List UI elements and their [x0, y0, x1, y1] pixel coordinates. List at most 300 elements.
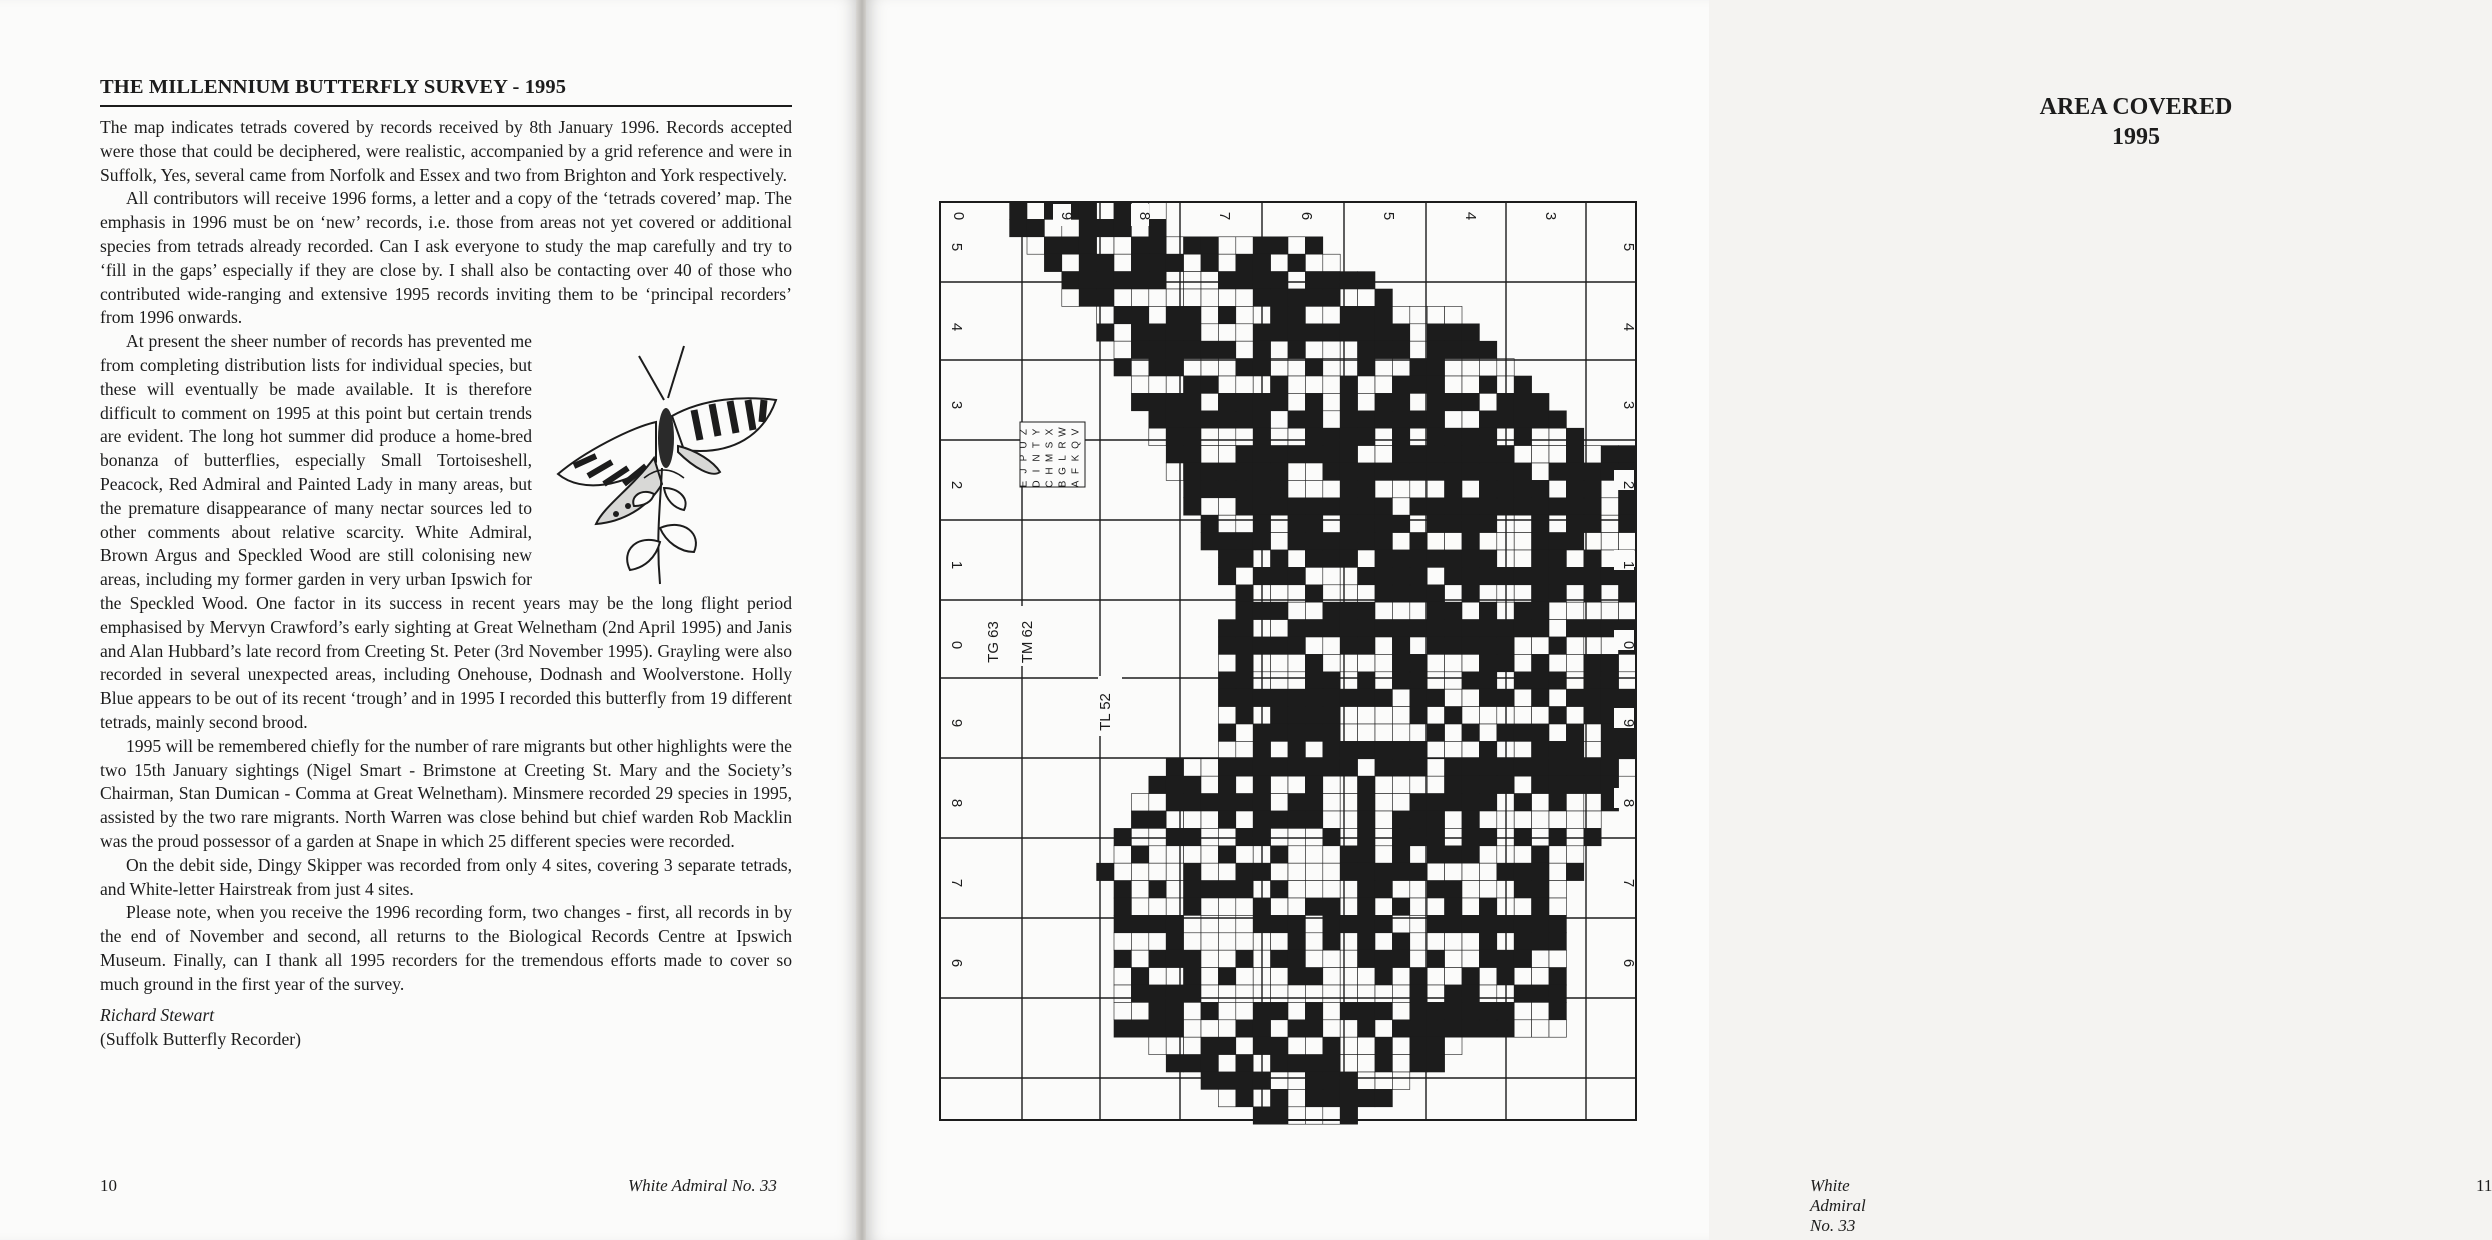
tetrad-recorded [1462, 724, 1479, 741]
tetrad-empty [1549, 689, 1566, 706]
top-axis-label: 6 [1298, 211, 1315, 221]
tetrad-recorded [1479, 759, 1496, 776]
tetrad-empty [1462, 654, 1479, 671]
tetrad-recorded [1340, 272, 1357, 289]
tetrad-empty [1375, 707, 1392, 724]
tetrad-empty [1114, 968, 1131, 985]
tetrad-recorded [1236, 1020, 1253, 1037]
tetrad-recorded [1479, 480, 1496, 497]
tetrad-empty [1184, 759, 1201, 776]
tetrad-empty [1549, 446, 1566, 463]
tetrad-recorded [1462, 846, 1479, 863]
tetrad-recorded [1392, 811, 1409, 828]
tetrad-recorded [1236, 1055, 1253, 1072]
tetrad-empty [1218, 863, 1235, 880]
tetrad-empty [1218, 741, 1235, 758]
tetrad-empty [1184, 272, 1201, 289]
tetrad-recorded [1462, 637, 1479, 654]
article-body [100, 116, 792, 1052]
top-axis-label: 3 [1542, 211, 1559, 221]
tetrad-key-letter: B [1057, 480, 1069, 488]
tetrad-recorded [1392, 863, 1409, 880]
tetrad-recorded [1340, 393, 1357, 410]
tetrad-recorded [1271, 550, 1288, 567]
grid-reference-label: TG 63 [985, 621, 1002, 663]
tetrad-recorded [1462, 968, 1479, 985]
tetrad-empty [1271, 968, 1288, 985]
tetrad-key-letter: U [1018, 441, 1030, 449]
tetrad-empty [1566, 672, 1583, 689]
tetrad-recorded [1532, 846, 1549, 863]
tetrad-recorded [1218, 759, 1235, 776]
tetrad-empty [1149, 968, 1166, 985]
tetrad-empty [1514, 1002, 1531, 1019]
tetrad-empty [1201, 324, 1218, 341]
tetrad-recorded [1479, 689, 1496, 706]
tetrad-recorded [1427, 376, 1444, 393]
tetrad-recorded [1340, 759, 1357, 776]
tetrad-empty [1514, 533, 1531, 550]
tetrad-recorded [1392, 550, 1409, 567]
tetrad-empty [1218, 237, 1235, 254]
tetrad-empty [1114, 324, 1131, 341]
tetrad-recorded [1201, 237, 1218, 254]
tetrad-empty [1201, 968, 1218, 985]
tetrad-recorded [1288, 567, 1305, 584]
tetrad-recorded [1410, 707, 1427, 724]
tetrad-empty [1271, 1020, 1288, 1037]
tetrad-recorded [1340, 550, 1357, 567]
tetrad-recorded [1479, 411, 1496, 428]
tetrad-recorded [1479, 602, 1496, 619]
tetrad-recorded [1288, 446, 1305, 463]
tetrad-recorded [1166, 411, 1183, 428]
tetrad-empty [1375, 898, 1392, 915]
tetrad-recorded [1549, 794, 1566, 811]
tetrad-empty [1375, 985, 1392, 1002]
tetrad-empty [1445, 533, 1462, 550]
tetrad-recorded [1532, 515, 1549, 532]
tetrad-empty [1097, 237, 1114, 254]
tetrad-recorded [1131, 1020, 1148, 1037]
tetrad-empty [1236, 428, 1253, 445]
tetrad-empty [1323, 863, 1340, 880]
tetrad-recorded [1532, 776, 1549, 793]
tetrad-recorded [1445, 881, 1462, 898]
tetrad-recorded [1149, 881, 1166, 898]
right-axis-label: 9 [1620, 718, 1637, 728]
tetrad-empty [1375, 637, 1392, 654]
tetrad-recorded [1236, 498, 1253, 515]
tetrad-empty [1184, 289, 1201, 306]
tetrad-recorded [1427, 620, 1444, 637]
tetrad-empty [1392, 602, 1409, 619]
tetrad-recorded [1601, 759, 1618, 776]
tetrad-empty [1375, 794, 1392, 811]
tetrad-recorded [1532, 863, 1549, 880]
tetrad-recorded [1375, 515, 1392, 532]
tetrad-recorded [1323, 1037, 1340, 1054]
tetrad-recorded [1236, 794, 1253, 811]
tetrad-empty [1392, 794, 1409, 811]
tetrad-recorded [1305, 811, 1322, 828]
tetrad-recorded [1218, 463, 1235, 480]
tetrad-recorded [1601, 654, 1618, 671]
tetrad-recorded [1410, 741, 1427, 758]
tetrad-recorded [1323, 1072, 1340, 1089]
tetrad-empty [1514, 846, 1531, 863]
tetrad-empty [1427, 863, 1444, 880]
tetrad-recorded [1427, 811, 1444, 828]
tetrad-empty [1062, 289, 1079, 306]
tetrad-recorded [1201, 254, 1218, 271]
tetrad-empty [1566, 654, 1583, 671]
tetrad-recorded [1271, 846, 1288, 863]
tetrad-recorded [1445, 637, 1462, 654]
tetrad-recorded [1427, 846, 1444, 863]
tetrad-recorded [1462, 776, 1479, 793]
tetrad-recorded [1532, 567, 1549, 584]
tetrad-recorded [1445, 759, 1462, 776]
tetrad-recorded [1305, 707, 1322, 724]
tetrad-recorded [1427, 1020, 1444, 1037]
tetrad-recorded [1514, 794, 1531, 811]
footer-left: White Admiral No. 33 [628, 1176, 777, 1195]
tetrad-recorded [1323, 828, 1340, 845]
tetrad-recorded [1236, 254, 1253, 271]
tetrad-empty [1340, 567, 1357, 584]
tetrad-recorded [1479, 1002, 1496, 1019]
left-axis-label: 7 [948, 878, 965, 888]
tetrad-recorded [1358, 272, 1375, 289]
tetrad-recorded [1079, 289, 1096, 306]
tetrad-recorded [1288, 411, 1305, 428]
tetrad-recorded [1514, 498, 1531, 515]
tetrad-recorded [1358, 828, 1375, 845]
tetrad-recorded [1410, 411, 1427, 428]
tetrad-empty [1288, 550, 1305, 567]
tetrad-recorded [1271, 393, 1288, 410]
tetrad-empty [1532, 1020, 1549, 1037]
tetrad-recorded [1427, 828, 1444, 845]
tetrad-recorded [1149, 272, 1166, 289]
tetrad-recorded [1218, 637, 1235, 654]
tetrad-recorded [1288, 1020, 1305, 1037]
tetrad-recorded [1340, 863, 1357, 880]
tetrad-recorded [1427, 428, 1444, 445]
tetrad-empty [1358, 724, 1375, 741]
tetrad-empty [1166, 376, 1183, 393]
tetrad-empty [1410, 324, 1427, 341]
tetrad-recorded [1271, 567, 1288, 584]
tetrad-key-letter: S [1044, 441, 1056, 449]
left-axis-label: 5 [948, 242, 965, 252]
tetrad-empty [1375, 428, 1392, 445]
tetrad-recorded [1392, 428, 1409, 445]
tetrad-empty [1462, 950, 1479, 967]
tetrad-empty [1462, 863, 1479, 880]
tetrad-recorded [1062, 272, 1079, 289]
tetrad-recorded [1427, 1055, 1444, 1072]
tetrad-recorded [1236, 759, 1253, 776]
tetrad-empty [1271, 254, 1288, 271]
tetrad-recorded [1566, 863, 1583, 880]
tetrad-empty [1601, 498, 1618, 515]
tetrad-recorded [1044, 254, 1061, 271]
tetrad-empty [1445, 933, 1462, 950]
tetrad-empty [1218, 985, 1235, 1002]
tetrad-recorded [1218, 411, 1235, 428]
tetrad-recorded [1392, 515, 1409, 532]
tetrad-recorded [1462, 1002, 1479, 1019]
tetrad-recorded [1410, 620, 1427, 637]
tetrad-recorded [1166, 393, 1183, 410]
tetrad-empty [1358, 1072, 1375, 1089]
tetrad-recorded [1271, 463, 1288, 480]
tetrad-recorded [1375, 1002, 1392, 1019]
tetrad-recorded [1479, 620, 1496, 637]
tetrad-empty [1445, 376, 1462, 393]
tetrad-recorded [1305, 620, 1322, 637]
tetrad-recorded [1184, 237, 1201, 254]
tetrad-recorded [1445, 567, 1462, 584]
tetrad-empty [1201, 828, 1218, 845]
tetrad-recorded [1462, 324, 1479, 341]
tetrad-empty [1114, 341, 1131, 358]
tetrad-recorded [1566, 759, 1583, 776]
tetrad-recorded [1236, 359, 1253, 376]
tetrad-empty [1479, 393, 1496, 410]
tetrad-recorded [1427, 950, 1444, 967]
tetrad-empty [1323, 515, 1340, 532]
tetrad-recorded [1445, 846, 1462, 863]
tetrad-recorded [1149, 1020, 1166, 1037]
tetrad-recorded [1340, 463, 1357, 480]
tetrad-recorded [1114, 306, 1131, 323]
tetrad-empty [1218, 515, 1235, 532]
tetrad-recorded [1236, 533, 1253, 550]
tetrad-empty [1445, 968, 1462, 985]
tetrad-empty [1532, 828, 1549, 845]
tetrad-recorded [1097, 289, 1114, 306]
tetrad-recorded [1410, 863, 1427, 880]
tetrad-recorded [1358, 620, 1375, 637]
tetrad-recorded [1514, 863, 1531, 880]
tetrad-recorded [1619, 515, 1636, 532]
tetrad-recorded [1427, 689, 1444, 706]
tetrad-empty [1532, 428, 1549, 445]
tetrad-recorded [1218, 620, 1235, 637]
tetrad-empty [1445, 1037, 1462, 1054]
tetrad-empty [1392, 480, 1409, 497]
tetrad-recorded [1479, 950, 1496, 967]
tetrad-empty [1097, 202, 1114, 219]
tetrad-recorded [1462, 341, 1479, 358]
tetrad-empty [1514, 1020, 1531, 1037]
tetrad-recorded [1392, 654, 1409, 671]
tetrad-recorded [1166, 759, 1183, 776]
tetrad-empty [1166, 463, 1183, 480]
tetrad-recorded [1305, 533, 1322, 550]
tetrad-empty [1149, 289, 1166, 306]
tetrad-empty [1340, 1037, 1357, 1054]
tetrad-recorded [1097, 272, 1114, 289]
tetrad-recorded [1166, 1002, 1183, 1019]
tetrad-recorded [1184, 446, 1201, 463]
tetrad-empty [1271, 794, 1288, 811]
tetrad-empty [1340, 794, 1357, 811]
tetrad-recorded [1462, 759, 1479, 776]
tetrad-empty [1271, 620, 1288, 637]
tetrad-empty [1236, 724, 1253, 741]
tetrad-empty [1619, 602, 1636, 619]
tetrad-recorded [1079, 254, 1096, 271]
tetrad-recorded [1601, 689, 1618, 706]
tetrad-empty [1479, 863, 1496, 880]
tetrad-recorded [1149, 341, 1166, 358]
tetrad-recorded [1131, 324, 1148, 341]
tetrad-recorded [1271, 950, 1288, 967]
tetrad-empty [1184, 811, 1201, 828]
tetrad-recorded [1410, 759, 1427, 776]
tetrad-empty [1410, 602, 1427, 619]
tetrad-recorded [1358, 950, 1375, 967]
tetrad-recorded [1323, 933, 1340, 950]
tetrad-empty [1375, 811, 1392, 828]
tetrad-empty [1532, 1002, 1549, 1019]
tetrad-empty [1149, 846, 1166, 863]
tetrad-empty [1236, 376, 1253, 393]
right-axis-label: 6 [1620, 958, 1637, 968]
tetrad-recorded [1375, 968, 1392, 985]
grid-reference-label: TM 62 [1019, 620, 1036, 664]
tetrad-key-letter: T [1031, 441, 1043, 449]
tetrad-recorded [1288, 689, 1305, 706]
tetrad-empty [1201, 759, 1218, 776]
tetrad-recorded [1549, 707, 1566, 724]
tetrad-empty [1427, 672, 1444, 689]
tetrad-empty [1410, 306, 1427, 323]
tetrad-recorded [1131, 968, 1148, 985]
tetrad-empty [1375, 1020, 1392, 1037]
footer-right: White Admiral No. 33 [1810, 1176, 1866, 1235]
tetrad-recorded [1305, 898, 1322, 915]
tetrad-empty [1218, 898, 1235, 915]
tetrad-empty [1288, 776, 1305, 793]
tetrad-recorded [1427, 463, 1444, 480]
tetrad-empty [1427, 968, 1444, 985]
tetrad-empty [1323, 846, 1340, 863]
tetrad-key-letter: Y [1031, 428, 1043, 436]
tetrad-recorded [1549, 759, 1566, 776]
tetrad-recorded [1532, 741, 1549, 758]
tetrad-key-letter: M [1044, 453, 1056, 463]
tetrad-recorded [1340, 637, 1357, 654]
right-axis-label: 3 [1620, 400, 1637, 410]
tetrad-empty [1532, 794, 1549, 811]
tetrad-key-letter: W [1057, 427, 1069, 437]
tetrad-recorded [1479, 376, 1496, 393]
tetrad-recorded [1392, 376, 1409, 393]
tetrad-recorded [1392, 950, 1409, 967]
tetrad-recorded [1427, 411, 1444, 428]
tetrad-empty [1549, 1020, 1566, 1037]
tetrad-recorded [1323, 289, 1340, 306]
tetrad-recorded [1532, 898, 1549, 915]
tetrad-recorded [1288, 968, 1305, 985]
right-axis-label: 2 [1620, 480, 1637, 490]
tetrad-empty [1305, 480, 1322, 497]
tetrad-empty [1619, 533, 1636, 550]
tetrad-recorded [1044, 237, 1061, 254]
tetrad-recorded [1445, 341, 1462, 358]
tetrad-empty [1236, 933, 1253, 950]
tetrad-key-letter: C [1044, 480, 1056, 488]
tetrad-recorded [1445, 985, 1462, 1002]
tetrad-recorded [1479, 428, 1496, 445]
tetrad-empty [1323, 480, 1340, 497]
tetrad-empty [1271, 341, 1288, 358]
tetrad-empty [1288, 985, 1305, 1002]
tetrad-empty [1288, 828, 1305, 845]
tetrad-recorded [1549, 567, 1566, 584]
tetrad-key-letter: V [1070, 428, 1082, 436]
tetrad-empty [1149, 933, 1166, 950]
tetrad-recorded [1271, 480, 1288, 497]
tetrad-recorded [1566, 463, 1583, 480]
tetrad-recorded [1340, 324, 1357, 341]
tetrad-empty [1236, 811, 1253, 828]
tetrad-empty [1166, 1037, 1183, 1054]
tetrad-empty [1114, 846, 1131, 863]
tetrad-recorded [1305, 428, 1322, 445]
tetrad-recorded [1218, 533, 1235, 550]
tetrad-recorded [1392, 828, 1409, 845]
tetrad-empty [1410, 637, 1427, 654]
tetrad-recorded [1288, 498, 1305, 515]
tetrad-empty [1305, 846, 1322, 863]
tetrad-empty [1218, 254, 1235, 271]
tetrad-recorded [1166, 254, 1183, 271]
tetrad-recorded [1305, 968, 1322, 985]
tetrad-recorded [1271, 237, 1288, 254]
tetrad-recorded [1010, 219, 1027, 236]
right-axis-label: 5 [1620, 242, 1637, 252]
tetrad-recorded [1323, 898, 1340, 915]
tetrad-empty [1236, 341, 1253, 358]
tetrad-recorded [1305, 498, 1322, 515]
tetrad-recorded [1514, 828, 1531, 845]
tetrad-recorded [1410, 550, 1427, 567]
tetrad-empty [1566, 846, 1583, 863]
tetrad-recorded [1149, 950, 1166, 967]
paragraph-1: The map indicates tetrads covered by records received by 8th January 1996. Records accepted were those that could be deciphered, were realistic, accompanied by a grid reference and were in Suffolk, Yes, several came from Norfolk and Essex and two from Brighton and York respectively. [100, 117, 792, 185]
tetrad-recorded [1323, 689, 1340, 706]
tetrad-recorded [1532, 654, 1549, 671]
tetrad-recorded [1427, 881, 1444, 898]
tetrad-cells [1010, 202, 1636, 1124]
tetrad-empty [1131, 863, 1148, 880]
tetrad-recorded [1323, 620, 1340, 637]
tetrad-empty [1271, 428, 1288, 445]
tetrad-empty [1149, 794, 1166, 811]
tetrad-empty [1462, 602, 1479, 619]
tetrad-empty [1184, 254, 1201, 271]
tetrad-recorded [1218, 811, 1235, 828]
tetrad-recorded [1410, 1020, 1427, 1037]
tetrad-recorded [1549, 776, 1566, 793]
tetrad-recorded [1375, 863, 1392, 880]
